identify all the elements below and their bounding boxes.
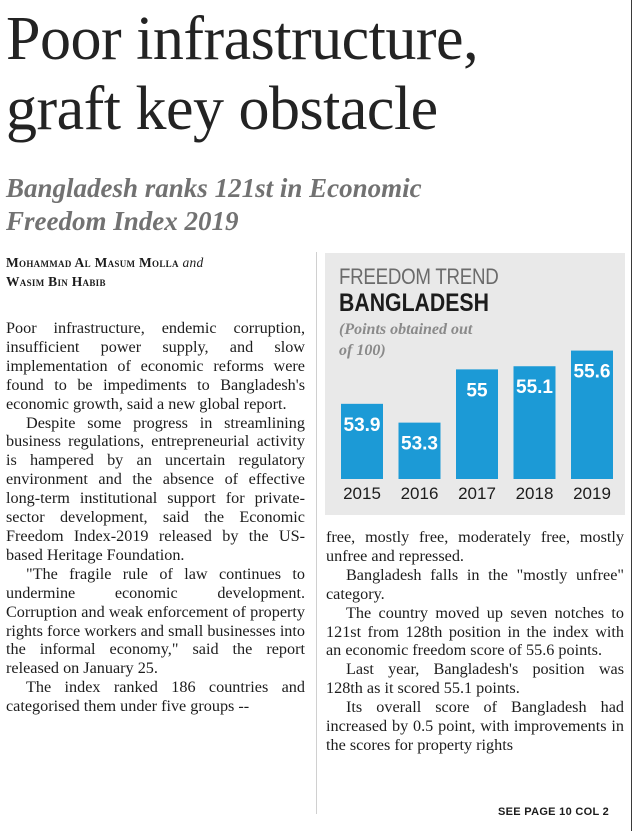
paragraph: "The fragile rule of law continues to undermine economic development. Corruption and weak enforcement of property rights force workers and small businesses into the informal economy," said the report released on January 25. xyxy=(6,564,305,678)
chart-plot xyxy=(325,253,625,515)
paragraph: Bangladesh falls in the "mostly unfree" category. xyxy=(326,565,624,603)
x-tick-label: 2018 xyxy=(515,484,554,503)
bar-value-label: 55.6 xyxy=(573,361,611,383)
freedom-trend-chart xyxy=(325,253,625,515)
x-tick-label: 2017 xyxy=(458,484,496,503)
subheadline-line-1: Bangladesh ranks 121st in Economic xyxy=(6,173,422,203)
x-tick-label: 2015 xyxy=(343,484,381,503)
bar-value-label: 55.1 xyxy=(516,377,553,399)
headline-line-1: Poor infrastructure, xyxy=(6,5,479,73)
subheadline-line-2: Freedom Index 2019 xyxy=(6,206,239,236)
paragraph: The country moved up seven notches to 121st from 128th position in the index with an economic freedom score of 55.6 points. xyxy=(326,603,624,660)
x-tick-label: 2016 xyxy=(400,484,439,503)
paragraph: free, mostly free, moderately free, mostly unfree and repressed. xyxy=(326,528,624,565)
subheadline xyxy=(6,172,626,238)
bar-value-label: 55 xyxy=(466,380,488,402)
continuation-note: SEE PAGE 10 COL 2 xyxy=(498,806,610,818)
byline-conjunction: and xyxy=(182,255,204,270)
chart-title-line-2: BANGLADESH xyxy=(339,289,489,317)
paragraph: The index ranked 186 countries and categorised them under five groups -- xyxy=(6,678,305,716)
author-1: Mohammad Al Masum Molla xyxy=(6,255,179,270)
article-column-left xyxy=(6,319,305,716)
byline xyxy=(6,253,311,291)
column-divider xyxy=(316,252,317,814)
paragraph: Despite some progress in streamlining business regulations, entrepreneurial activity is hampered by an uncertain regulatory environment and the absence of effective long-term institutional support for private-sector development, said the Economic Freedom Index-2019 released by the US-based Heritage Foundation. xyxy=(6,413,305,564)
paragraph: Its overall score of Bangladesh had increased by 0.5 point, with improvements in the scores for property rights xyxy=(326,698,624,754)
page-edge-rule xyxy=(631,0,632,831)
bar-value-label: 53.3 xyxy=(401,433,438,455)
x-tick-label: 2019 xyxy=(573,484,611,503)
headline-line-2: graft key obstacle xyxy=(6,75,438,143)
paragraph: Poor infrastructure, endemic corruption, insufficient power supply, and slow implementation of economic reforms were found to be impediments to Bangladesh's economic growth, said a new global report. xyxy=(6,319,305,413)
author-2: Wasim Bin Habib xyxy=(6,274,106,289)
chart-subtitle: (Points obtained out of 100) xyxy=(339,321,473,359)
bar-value-label: 53.9 xyxy=(343,414,381,436)
paragraph: Last year, Bangladesh's position was 128th as it scored 55.1 points. xyxy=(326,660,624,698)
article-column-right xyxy=(326,528,624,755)
headline xyxy=(6,4,636,144)
chart-title-line-1: FREEDOM TREND xyxy=(339,264,499,289)
